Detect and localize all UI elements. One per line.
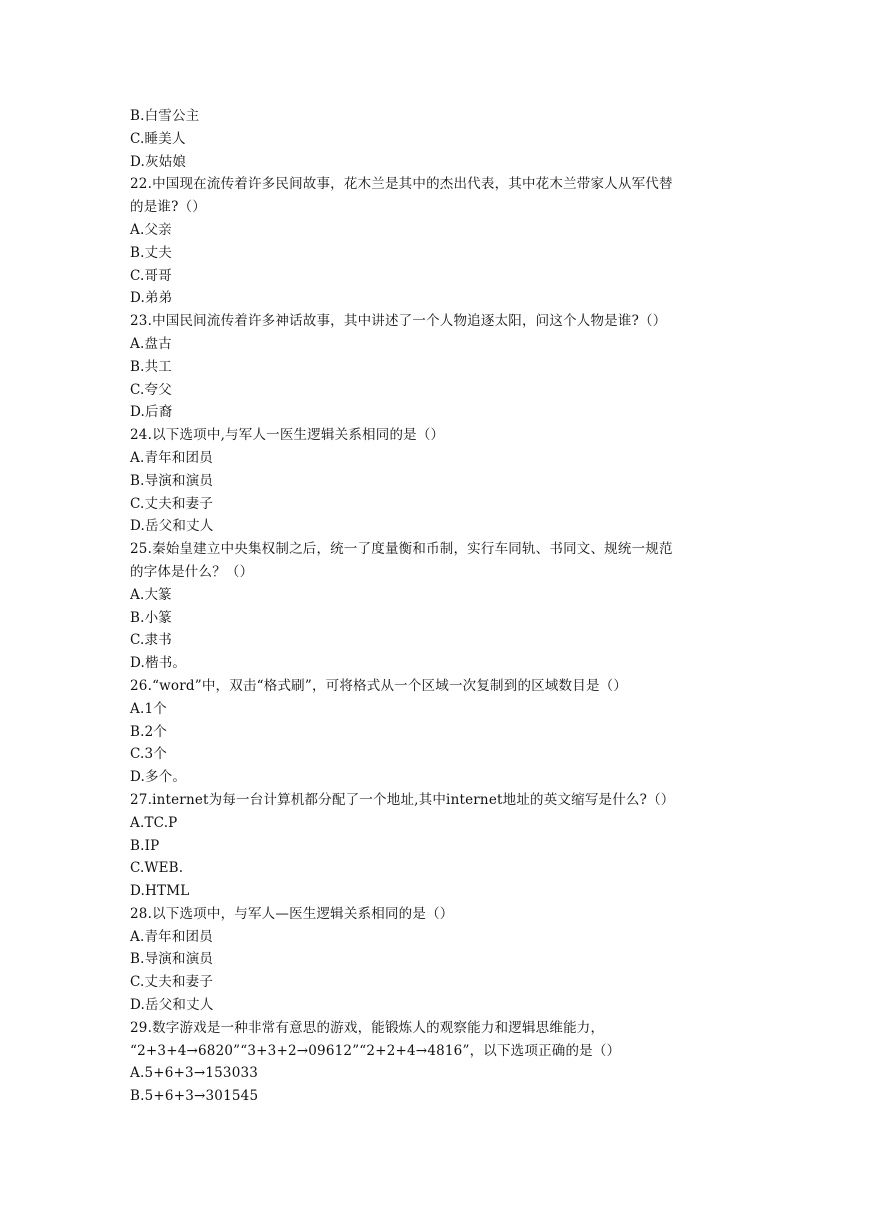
answer-option: D.岳父和丈人 — [130, 997, 214, 1014]
answer-option: C.丈夫和妻子 — [130, 495, 214, 512]
question-text: 24.以下选项中,与军人一医生逻辑关系相同的是（） — [130, 427, 445, 444]
question-text: 23.中国民间流传着许多神话故事，其中讲述了一个人物追逐太阳，问这个人物是谁?（） — [130, 313, 667, 330]
question-text-continued: 的字体是什么？（） — [130, 563, 254, 580]
question-text-continued: “2+3+4→6820”“3+3+2→09612”“2+2+4→4816”，以下选项正确的是（） — [130, 1042, 621, 1059]
answer-option: B.导演和演员 — [130, 951, 214, 968]
answer-option: A.1个 — [130, 700, 167, 717]
question-text-continued: 的是谁?（） — [130, 199, 206, 216]
answer-option: B.2个 — [130, 723, 168, 740]
answer-option: C.睡美人 — [130, 130, 186, 147]
question-text: 22.中国现在流传着许多民间故事，花木兰是其中的杰出代表，其中花木兰带家人从军代替 — [130, 176, 673, 193]
answer-option: C.WEB. — [130, 860, 184, 877]
answer-option: D.后裔 — [130, 404, 173, 421]
answer-option: D.楷书。 — [130, 655, 187, 672]
answer-option: D.灰姑娘 — [130, 153, 187, 170]
question-text: 29.数字游戏是一种非常有意思的游戏，能锻炼人的观察能力和逻辑思维能力， — [130, 1019, 605, 1036]
answer-option: A.青年和团员 — [130, 928, 213, 945]
answer-option: B.IP — [130, 837, 160, 854]
quiz-content — [130, 105, 742, 1108]
answer-option: A.青年和团员 — [130, 449, 213, 466]
answer-option: B.白雪公主 — [130, 108, 200, 124]
question-text: 26.“word”中，双击“格式刷”，可将格式从一个区域一次复制到的区域数目是（） — [130, 677, 628, 694]
answer-option: C.隶书 — [130, 632, 172, 649]
answer-option: A.盘古 — [130, 335, 172, 352]
answer-option: B.5+6+3→301545 — [130, 1088, 259, 1105]
answer-option: B.共工 — [130, 358, 173, 375]
answer-option: D.岳父和丈人 — [130, 518, 214, 535]
answer-option: C.哥哥 — [130, 267, 172, 284]
answer-option: A.TC.P — [130, 814, 178, 831]
answer-option: D.多个。 — [130, 769, 187, 786]
answer-option: C.丈夫和妻子 — [130, 974, 214, 991]
answer-option: A.5+6+3→153033 — [130, 1065, 259, 1082]
answer-option: B.丈夫 — [130, 244, 173, 261]
answer-option: C.3个 — [130, 746, 168, 763]
answer-option: D.弟弟 — [130, 290, 173, 307]
answer-option: B.导演和演员 — [130, 472, 214, 489]
answer-option: A.大篆 — [130, 586, 172, 603]
question-text: 27.internet为每一台计算机都分配了一个地址,其中internet地址的英文缩写是什么?（） — [130, 791, 675, 808]
answer-option: A.父亲 — [130, 221, 172, 238]
question-text: 25.秦始皇建立中央集权制之后，统一了度量衡和币制，实行车同轨、书同文、规统一规范 — [130, 541, 673, 558]
answer-option: D.HTML — [130, 883, 190, 900]
answer-option: C.夸父 — [130, 381, 172, 398]
answer-option: B.小篆 — [130, 609, 173, 626]
question-text: 28.以下选项中，与军人—医生逻辑关系相同的是（） — [130, 905, 454, 922]
